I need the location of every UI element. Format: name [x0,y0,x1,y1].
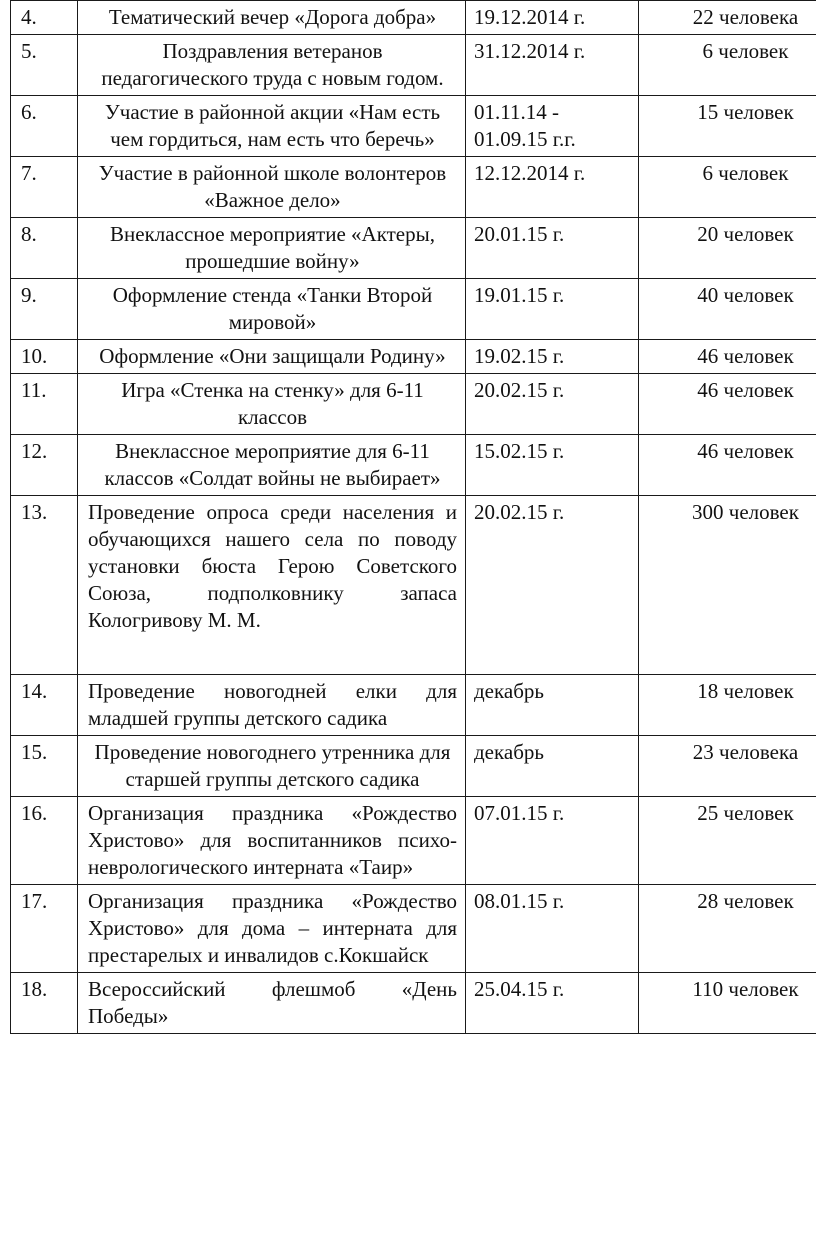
row-number: 14. [11,675,78,736]
event-date: 19.02.15 г. [466,340,639,374]
table-row [11,157,816,218]
participant-count: 6 человек [639,157,816,218]
table-row [11,885,816,973]
event-date: 31.12.2014 г. [466,35,639,96]
participant-count: 6 человек [639,35,816,96]
event-date: 07.01.15 г. [466,797,639,885]
participant-count: 22 человека [639,1,816,35]
participant-count: 110 человек [639,973,816,1034]
row-number: 16. [11,797,78,885]
row-number: 8. [11,218,78,279]
participant-count: 23 человека [639,736,816,797]
row-number: 12. [11,435,78,496]
table-row [11,340,816,374]
table-row [11,279,816,340]
event-date: 20.01.15 г. [466,218,639,279]
row-number: 13. [11,496,78,675]
event-name: Проведение новогоднего утренника для старшей группы детского садика [78,736,466,797]
event-name: Участие в районной школе волонтеров «Важное дело» [78,157,466,218]
events-table-body [11,1,816,1034]
participant-count: 40 человек [639,279,816,340]
event-date: 19.01.15 г. [466,279,639,340]
participant-count: 25 человек [639,797,816,885]
row-number: 9. [11,279,78,340]
event-name: Игра «Стенка на стенку» для 6-11 классов [78,374,466,435]
table-row [11,1,816,35]
table-row [11,374,816,435]
event-date: 08.01.15 г. [466,885,639,973]
event-name: Внеклассное мероприятие «Актеры, прошедшие войну» [78,218,466,279]
row-number: 6. [11,96,78,157]
event-date: декабрь [466,736,639,797]
table-row [11,35,816,96]
table-row [11,736,816,797]
table-row [11,797,816,885]
participant-count: 15 человек [639,96,816,157]
participant-count: 18 человек [639,675,816,736]
participant-count: 46 человек [639,340,816,374]
participant-count: 46 человек [639,374,816,435]
row-number: 17. [11,885,78,973]
event-name: Внеклассное мероприятие для 6-11 классов «Солдат войны не выбирает» [78,435,466,496]
event-name: Всероссийский флешмоб «День Победы» [78,973,466,1034]
event-name: Поздравления ветеранов педагогического труда с новым годом. [78,35,466,96]
event-date: 15.02.15 г. [466,435,639,496]
participant-count: 28 человек [639,885,816,973]
table-row [11,435,816,496]
row-number: 10. [11,340,78,374]
event-date: декабрь [466,675,639,736]
table-row [11,96,816,157]
row-number: 18. [11,973,78,1034]
table-row [11,675,816,736]
event-date: 01.11.14 - 01.09.15 г.г. [466,96,639,157]
row-number: 11. [11,374,78,435]
row-number: 4. [11,1,78,35]
row-number: 15. [11,736,78,797]
participant-count: 300 человек [639,496,816,675]
event-name: Оформление «Они защищали Родину» [78,340,466,374]
event-name: Организация праздника «Рождество Христово» для воспитанников психо-неврологического интерната «Таир» [78,797,466,885]
event-name: Проведение опроса среди населения и обучающихся нашего села по поводу установки бюста Герою Советского Союза, подполковнику запаса Кологривову М. М. [78,496,466,675]
event-date: 20.02.15 г. [466,496,639,675]
event-name: Тематический вечер «Дорога добра» [78,1,466,35]
events-table [10,0,816,1034]
event-name: Оформление стенда «Танки Второй мировой» [78,279,466,340]
row-number: 5. [11,35,78,96]
table-row [11,973,816,1034]
table-row [11,218,816,279]
event-name: Организация праздника «Рождество Христово» для дома – интерната для престарелых и инвалидов с.Кокшайск [78,885,466,973]
event-date: 12.12.2014 г. [466,157,639,218]
participant-count: 46 человек [639,435,816,496]
event-date: 20.02.15 г. [466,374,639,435]
participant-count: 20 человек [639,218,816,279]
row-number: 7. [11,157,78,218]
event-name: Проведение новогодней елки для младшей группы детского садика [78,675,466,736]
event-date: 25.04.15 г. [466,973,639,1034]
event-name: Участие в районной акции «Нам есть чем гордиться, нам есть что беречь» [78,96,466,157]
table-row [11,496,816,675]
event-date: 19.12.2014 г. [466,1,639,35]
